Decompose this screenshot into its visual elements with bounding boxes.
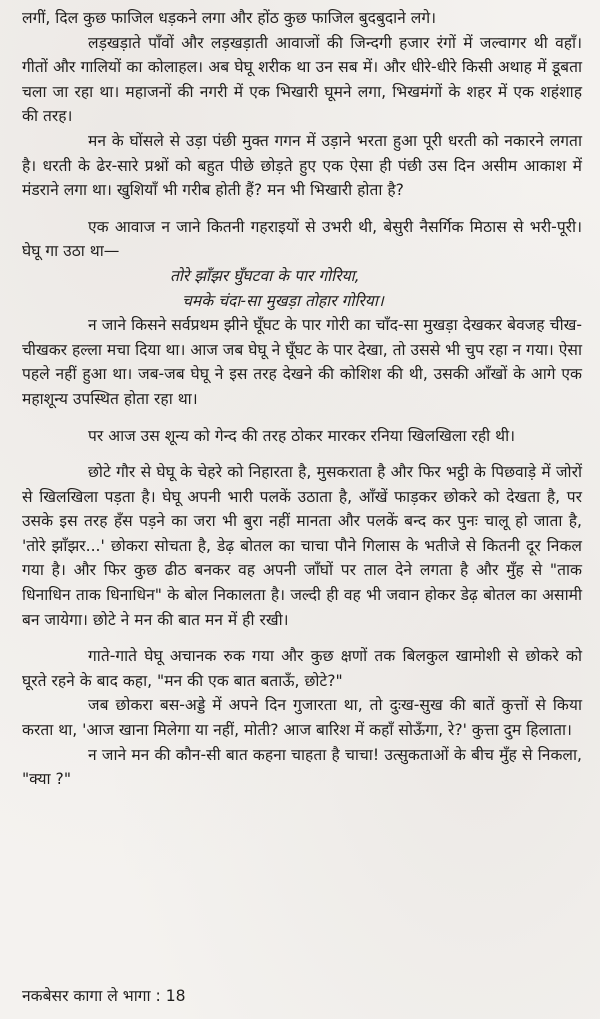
paragraph: एक आवाज न जाने कितनी गहराइयों से उभरी थी, बेसुरी नैसर्गिक मिठास से भरी-पूरी। घेघू गा उठा था— [22, 217, 582, 261]
paragraph: मन के घोंसले से उड़ा पंछी मुक्त गगन में उड़ाने भरता हुआ पूरी धरती को नकारने लगता है। धरती के ढेर-सारे प्रश्नों को बहुत पीछे छोड़ते हुए एक ऐसा ही पंछी उस दिन असीम आकाश में मंडराने लगा था। खुशियाँ भी गरीब होती हैं? मन भी भिखारी होता है? [22, 131, 582, 200]
paragraph: गाते-गाते घेघू अचानक रुक गया और कुछ क्षणों तक बिलकुल खामोशी से छोकरे को घूरते रहने के बाद कहा, "मन की एक बात बताऊँ, छोटे?" [22, 647, 582, 690]
paragraph: लड़खड़ाते पाँवों और लड़खड़ाती आवाजों की जिन्दगी हजार रंगों में जल्वागर थी वहाँ। गीतों और गालियों का कोलाहल। अब घेघू शरीक था उन सब में। और धीरे-धीरे किसी अथाह में डूबता चला जा रहा था। महाजनों की नगरी में एक भिखारी घूमने लगा, भिखमंगों के शहर में एक शहंशाह की तरह। [22, 33, 582, 126]
paragraph: लगीं, दिल कुछ फाजिल धड़कने लगा और होंठ कुछ फाजिल बुदबुदाने लगे। [22, 9, 437, 27]
paragraph: न जाने किसने सर्वप्रथम झीने घूँघट के पार गोरी का चाँद-सा मुखड़ा देखकर बेवजह चीख-चीखकर हल्ला मचा दिया था। आज जब घेघू ने घूँघट के पार देखा, तो उससे भी चुप रहा न गया। ऐसा पहले नहीं हुआ था। जब-जब घेघू ने इस तरह देखने की कोशिश की थी, उसकी आँखों के आगे एक महाशून्य उपस्थित होता रहा था। [22, 316, 582, 408]
song-verse [22, 264, 582, 313]
paragraph: जब छोकरा बस-अड्डे में अपने दिन गुजारता था, तो दुःख-सुख की बातें कुत्तों से किया करता था, 'आज खाना मिलेगा या नहीं, मोती? आज बारिश में कहाँ सोऊँगा, रे?' कुत्ता दुम हिलाता। [22, 696, 582, 740]
page-footer: नकबेसर कागा ले भागा : 18 [22, 987, 186, 1005]
paragraph: पर आज उस शून्य को गेन्द की तरह ठोकर मारकर रनिया खिलखिला रही थी। [88, 426, 516, 445]
verse-line: चमके चंदा-सा मुखड़ा तोहार गोरिया। [182, 291, 384, 310]
verse-line: तोरे झाँझर घुँघटवा के पार गोरिया, [170, 266, 360, 285]
body-text [22, 6, 582, 792]
paragraph: छोटे गौर से घेघू के चेहरे को निहारता है, मुसकराता है और फिर भट्ठी के पिछवाड़े में जोरों से खिलखिला पड़ता है। घेघू अपनी भारी पलकें उठाता है, आँखें फाड़कर छोकरे को देखता है, पर उसके इस तरह हँस पड़ने का जरा भी बुरा नहीं मानता और पलकें बन्द कर पुनः चालू हो जाता है, 'तोरे झाँझर...' छोकरा सोचता है, डेढ़ बोतल का चाचा पौने गिलास के भतीजे से कितनी दूर निकल गया है। और फिर कुछ ढीठ बनकर वह अपनी जाँघों पर ताल देने लगता है और मुँह से "ताक धिनाधिन ताक धिनाधिन" के बोल निकालता है। जल्दी ही वह भी जवान होकर डेढ़ बोतल का असामी बन जायेगा। छोटे ने मन की बात मन में ही रखी। [22, 463, 582, 629]
paragraph: न जाने मन की कौन-सी बात कहना चाहता है चाचा! उत्सुकताओं के बीच मुँह से निकला, "क्या ?" [22, 745, 582, 789]
